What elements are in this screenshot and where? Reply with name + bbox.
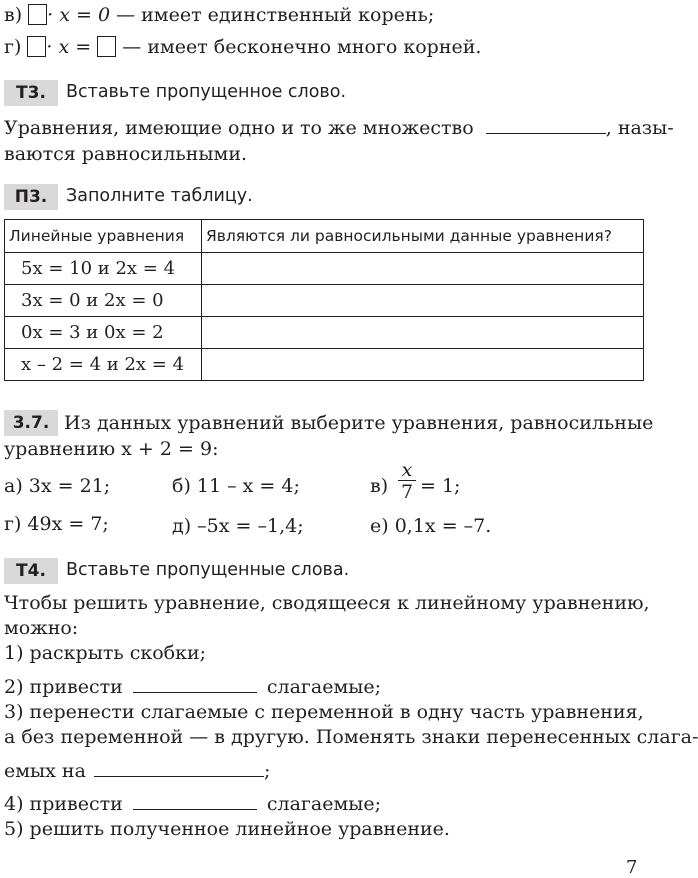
task-badge-t3: Т3. xyxy=(4,80,58,106)
t4-line-blank xyxy=(4,760,270,782)
option-equation: 3x = 21; xyxy=(28,475,111,497)
table-header: Линейные уравнения xyxy=(5,220,202,253)
table-row xyxy=(5,349,644,381)
item-g-text: — имеет бесконечно много корней. xyxy=(122,36,482,58)
option-a xyxy=(4,475,110,497)
t3-title: Вставьте пропущенное слово. xyxy=(66,82,347,102)
t4-line: 1) раскрыть скобки; xyxy=(4,642,207,664)
t4-text: слагаемые; xyxy=(266,676,382,698)
exercise-badge-3-7: 3.7. xyxy=(4,410,58,436)
ex37-line1: Из данных уравнений выберите уравнения, равносильные xyxy=(64,412,654,434)
t4-line: Чтобы решить уравнение, сводящееся к линейному уравнению, xyxy=(4,592,650,614)
t4-step-4 xyxy=(4,793,381,815)
item-g-line xyxy=(4,36,481,58)
option-g xyxy=(4,513,109,535)
option-label: а) xyxy=(4,475,23,497)
option-equation: 49x = 7; xyxy=(27,513,109,535)
option-label: г) xyxy=(4,513,22,535)
blank-box[interactable] xyxy=(97,36,116,57)
t3-line1 xyxy=(4,117,674,139)
fraction-numerator: x xyxy=(401,459,413,481)
answer-cell[interactable] xyxy=(202,253,644,285)
fill-in-blank[interactable] xyxy=(133,809,257,810)
t4-line: а без переменной — в другую. Поменять знаки перенесенных слага- xyxy=(4,726,698,748)
fill-in-blank[interactable] xyxy=(94,776,264,777)
table-row xyxy=(5,253,644,285)
option-b xyxy=(172,475,300,497)
option-v-label: в) xyxy=(370,475,389,497)
item-v-text: — имеет единственный корень; xyxy=(116,4,435,26)
option-label: д) xyxy=(172,515,192,537)
t4-text: слагаемые; xyxy=(266,793,382,815)
blank-box[interactable] xyxy=(27,36,46,57)
ex37-line2: уравнению x + 2 = 9: xyxy=(4,438,219,460)
t3-text: Уравнения, имеющие одно и то же множество xyxy=(4,117,474,139)
item-v-equation: · x = 0 xyxy=(47,4,111,26)
equations-table xyxy=(4,219,644,381)
option-label: б) xyxy=(172,475,191,497)
table-cell: 5x = 10 и 2x = 4 xyxy=(5,253,202,285)
blank-box[interactable] xyxy=(28,4,47,25)
p3-title: Заполните таблицу. xyxy=(66,186,253,206)
page-number: 7 xyxy=(626,857,638,878)
t4-title: Вставьте пропущенные слова. xyxy=(66,560,350,580)
option-equation: 0,1x = –7. xyxy=(394,515,492,537)
t4-text: 4) привести xyxy=(4,793,123,815)
task-badge-p3: П3. xyxy=(4,184,58,210)
option-v-equation: = 1; xyxy=(420,475,461,497)
t4-line: 3) перенести слагаемые с переменной в одну часть уравнения, xyxy=(4,701,644,723)
fraction-denominator: 7 xyxy=(398,480,416,503)
t4-step-2 xyxy=(4,676,381,698)
item-g-label: г) xyxy=(4,36,22,58)
fill-in-blank[interactable] xyxy=(133,692,257,693)
task-badge-t4: Т4. xyxy=(4,558,58,584)
option-equation: 11 – x = 4; xyxy=(196,475,300,497)
table-row xyxy=(5,317,644,349)
fill-in-blank[interactable] xyxy=(486,133,606,134)
option-equation: –5x = –1,4; xyxy=(197,515,304,537)
option-d xyxy=(172,515,304,537)
table-row xyxy=(5,285,644,317)
t4-text: 2) привести xyxy=(4,676,123,698)
answer-cell[interactable] xyxy=(202,317,644,349)
table-cell: x – 2 = 4 и 2x = 4 xyxy=(5,349,202,381)
t4-line: можно: xyxy=(4,617,79,639)
item-v-line xyxy=(4,4,434,26)
item-v-label: в) xyxy=(4,4,23,26)
table-header: Являются ли равносильными данные уравнения? xyxy=(202,220,644,253)
t4-text: ; xyxy=(263,760,271,782)
table-cell: 3x = 0 и 2x = 0 xyxy=(5,285,202,317)
t3-text-end: , назы- xyxy=(605,117,674,139)
item-g-equation: · x = xyxy=(46,36,92,58)
t4-line: 5) решить полученное линейное уравнение. xyxy=(4,818,450,840)
t4-text: емых на xyxy=(4,760,86,782)
option-label: е) xyxy=(370,515,389,537)
t3-line2: ваются равносильными. xyxy=(4,143,248,165)
option-e xyxy=(370,515,491,537)
table-header-row xyxy=(5,220,644,253)
table-cell: 0x = 3 и 0x = 2 xyxy=(5,317,202,349)
answer-cell[interactable] xyxy=(202,285,644,317)
answer-cell[interactable] xyxy=(202,349,644,381)
option-v-fraction xyxy=(398,460,416,503)
